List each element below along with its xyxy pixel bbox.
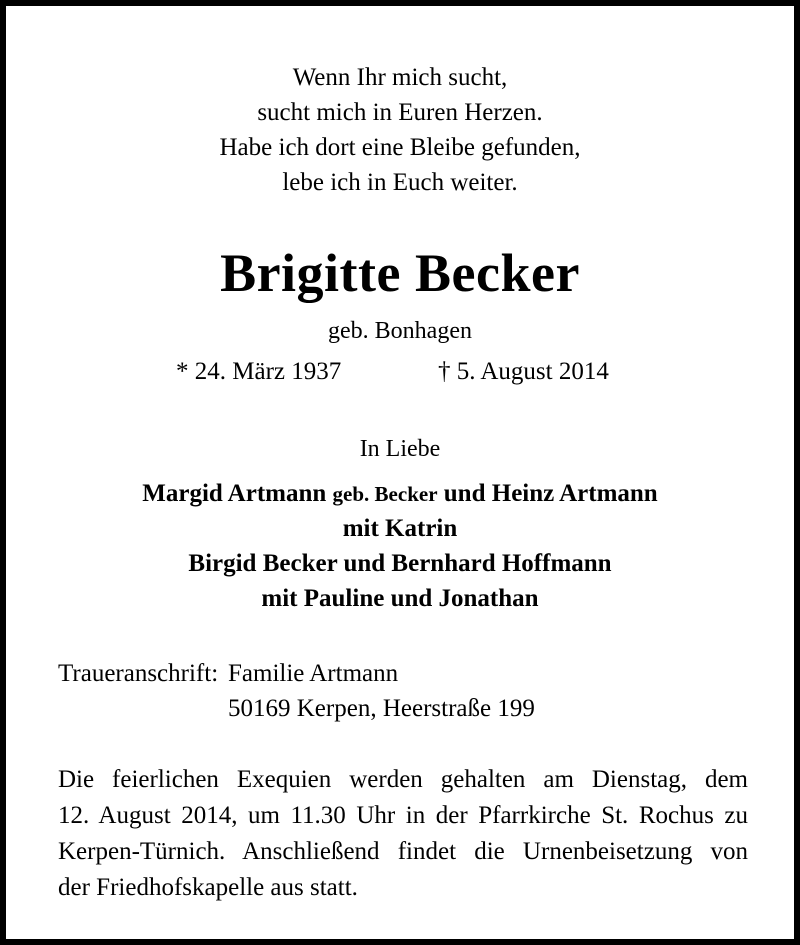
poem-line: Habe ich dort eine Bleibe gefunden, xyxy=(219,134,581,161)
service-line: 12. August 2014, um 11.30 Uhr in der Pfarrkirche St. Rochus zu xyxy=(58,802,748,829)
address-family: Familie Artmann xyxy=(228,660,399,687)
birth-date: * 24. März 1937 xyxy=(176,358,342,385)
mourner-name: und Heinz Artmann xyxy=(443,480,658,507)
maiden-name: geb. Bonhagen xyxy=(328,318,472,344)
mourners-intro: In Liebe xyxy=(359,436,441,462)
service-line: der Friedhofskapelle aus statt. xyxy=(58,874,358,901)
service-line: Die feierlichen Exequien werden gehalten am Dienstag, dem xyxy=(58,766,748,793)
service-paragraph xyxy=(58,762,748,906)
mourner-line: mit Katrin xyxy=(342,515,458,542)
mourner-line: Birgid Becker und Bernhard Hoffmann xyxy=(188,550,612,577)
mourner-name: Margid Artmann xyxy=(142,480,327,507)
death-date: † 5. August 2014 xyxy=(438,358,609,385)
mourner-line: mit Pauline und Jonathan xyxy=(261,585,539,612)
poem-line: sucht mich in Euren Herzen. xyxy=(257,99,543,126)
service-line: Kerpen-Türnich. Anschließend findet die Urnenbeisetzung von xyxy=(58,838,748,865)
deceased-name: Brigitte Becker xyxy=(220,243,580,303)
address-street: 50169 Kerpen, Heerstraße 199 xyxy=(228,695,535,722)
address-label: Traueranschrift: xyxy=(58,660,219,687)
poem-line: lebe ich in Euch weiter. xyxy=(282,169,518,196)
mourner-maiden-name: geb. Becker xyxy=(332,482,438,506)
poem-line: Wenn Ihr mich sucht, xyxy=(292,64,508,91)
mourner-line xyxy=(6,480,794,508)
